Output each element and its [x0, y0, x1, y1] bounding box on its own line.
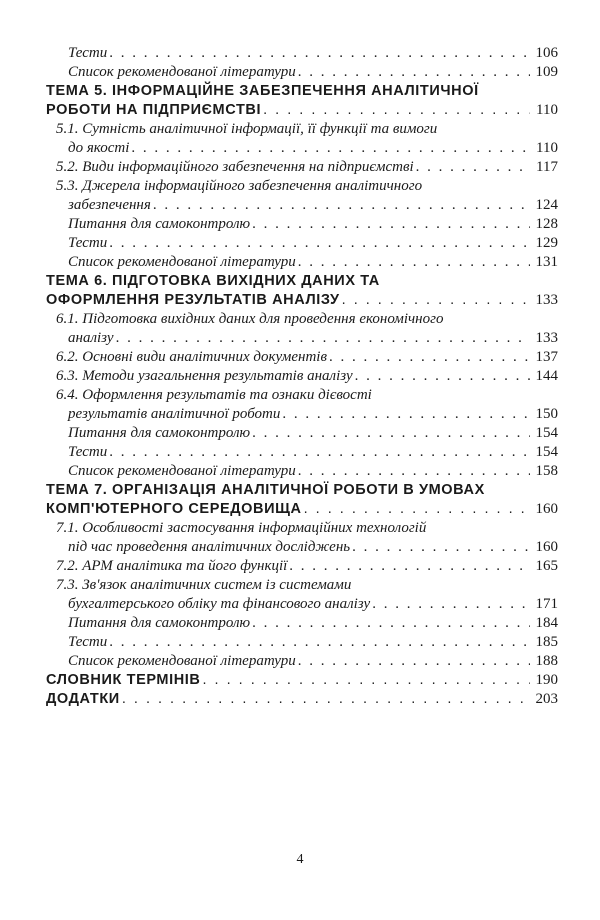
dot-leader — [252, 614, 530, 633]
toc-title: 6.1. Підготовка вихідних даних для проведення економічного — [56, 311, 444, 327]
toc-line — [46, 139, 558, 158]
toc-topic-line — [46, 481, 558, 500]
toc-page-number: 124 — [535, 197, 558, 213]
dot-leader — [329, 348, 530, 367]
toc-entry — [46, 462, 558, 481]
toc-page-number: 160 — [535, 539, 558, 555]
page-number: 4 — [296, 852, 304, 867]
toc-line — [46, 576, 558, 595]
dot-leader — [153, 196, 530, 215]
dot-leader — [263, 101, 530, 120]
toc-title: СЛОВНИК ТЕРМІНІВ — [46, 672, 201, 688]
toc-title: ТЕМА 7. ОРГАНІЗАЦІЯ АНАЛІТИЧНОЇ РОБОТИ В УМОВАХ — [46, 482, 485, 498]
toc-page-number: 133 — [535, 330, 558, 346]
toc-title: 5.1. Сутність аналітичної інформації, її функції та вимоги — [56, 121, 438, 137]
toc-page-number: 137 — [535, 349, 558, 365]
toc-entry — [46, 367, 558, 386]
toc-topic-line — [46, 291, 558, 310]
dot-leader — [352, 538, 530, 557]
toc-line — [46, 633, 558, 652]
toc-entry — [46, 386, 558, 424]
toc-title: 6.2. Основні види аналітичних документів — [56, 349, 327, 365]
toc-title: ОФОРМЛЕННЯ РЕЗУЛЬТАТІВ АНАЛІЗУ — [46, 292, 340, 308]
toc-title: 7.3. Зв'язок аналітичних систем із системами — [56, 577, 352, 593]
toc-page-number: 160 — [535, 501, 558, 517]
toc-title: Список рекомендованої літератури — [68, 254, 296, 270]
toc-entry — [46, 614, 558, 633]
toc-entry — [46, 671, 558, 690]
toc-page-number: 171 — [535, 596, 558, 612]
toc-entry — [46, 576, 558, 614]
toc-entry — [46, 424, 558, 443]
toc-entry — [46, 557, 558, 576]
toc-entry — [46, 82, 558, 120]
toc-entry — [46, 63, 558, 82]
dot-leader — [109, 234, 530, 253]
toc-page-number: 110 — [536, 140, 558, 156]
toc-line — [46, 443, 558, 462]
toc-page-number: 106 — [535, 45, 558, 61]
toc-title: 5.3. Джерела інформаційного забезпечення аналітичного — [56, 178, 423, 194]
toc-page-number: 190 — [535, 672, 558, 688]
toc-entry — [46, 253, 558, 272]
toc-line — [46, 215, 558, 234]
toc-title: 6.3. Методи узагальнення результатів аналізу — [56, 368, 353, 384]
toc-title: забезпечення — [68, 197, 151, 213]
toc-entry — [46, 633, 558, 652]
dot-leader — [355, 367, 530, 386]
toc-page-number: 165 — [535, 558, 558, 574]
toc-page-number: 117 — [536, 159, 558, 175]
toc-line — [46, 367, 558, 386]
toc-topic-line — [46, 82, 558, 101]
toc-line — [46, 538, 558, 557]
toc-entry — [46, 215, 558, 234]
toc-entry — [46, 690, 558, 709]
toc-entry — [46, 310, 558, 348]
toc-page-number: 154 — [535, 444, 558, 460]
dot-leader — [109, 44, 530, 63]
toc-entry — [46, 272, 558, 310]
toc-line — [46, 63, 558, 82]
dot-leader — [282, 405, 530, 424]
toc-entry — [46, 348, 558, 367]
toc-entry — [46, 44, 558, 63]
toc-entry — [46, 177, 558, 215]
dot-leader — [298, 462, 530, 481]
toc-title: бухгалтерського обліку та фінансового аналізу — [68, 596, 371, 612]
toc-title: ТЕМА 5. ІНФОРМАЦІЙНЕ ЗАБЕЗПЕЧЕННЯ АНАЛІТИЧНОЇ — [46, 83, 479, 99]
toc-entry — [46, 481, 558, 519]
dot-leader — [416, 158, 530, 177]
toc-title: ТЕМА 6. ПІДГОТОВКА ВИХІДНИХ ДАНИХ ТА — [46, 273, 380, 289]
toc-page-number: 110 — [536, 102, 558, 118]
toc-page-number: 144 — [535, 368, 558, 384]
toc-page-number: 184 — [535, 615, 558, 631]
toc-page-number: 150 — [535, 406, 558, 422]
dot-leader — [342, 291, 530, 310]
toc-title: Тести — [68, 634, 108, 650]
toc-line — [46, 196, 558, 215]
toc-line — [46, 44, 558, 63]
toc-page-number: 129 — [535, 235, 558, 251]
toc-page-number: 154 — [535, 425, 558, 441]
toc-line — [46, 120, 558, 139]
dot-leader — [252, 424, 530, 443]
toc-topic-line — [46, 101, 558, 120]
toc-entry — [46, 652, 558, 671]
toc-page-number: 109 — [535, 64, 558, 80]
toc-title: Тести — [68, 235, 108, 251]
toc-line — [46, 348, 558, 367]
toc-line — [46, 595, 558, 614]
toc-title: Питання для самоконтролю — [68, 425, 251, 441]
dot-leader — [131, 139, 530, 158]
toc-title: 7.1. Особливості застосування інформаційних технологій — [56, 520, 427, 536]
toc-topic-line — [46, 671, 558, 690]
toc-title: 6.4. Оформлення результатів та ознаки дієвості — [56, 387, 372, 403]
toc-title: результатів аналітичної роботи — [68, 406, 281, 422]
dot-leader — [298, 63, 530, 82]
dot-leader — [372, 595, 530, 614]
toc-entry — [46, 443, 558, 462]
dot-leader — [304, 500, 530, 519]
dot-leader — [122, 690, 530, 709]
toc-topic-line — [46, 500, 558, 519]
toc-page-number: 188 — [535, 653, 558, 669]
toc-title: Тести — [68, 45, 108, 61]
toc-line — [46, 614, 558, 633]
toc-page-number: 203 — [535, 691, 558, 707]
toc-title: Список рекомендованої літератури — [68, 653, 296, 669]
toc-line — [46, 253, 558, 272]
toc-topic-line — [46, 690, 558, 709]
toc-title: Список рекомендованої літератури — [68, 64, 296, 80]
toc-title: КОМП'ЮТЕРНОГО СЕРЕДОВИЩА — [46, 501, 302, 517]
toc-line — [46, 234, 558, 253]
toc-title: ДОДАТКИ — [46, 691, 120, 707]
toc-entry — [46, 234, 558, 253]
dot-leader — [116, 329, 530, 348]
toc-title: 5.2. Види інформаційного забезпечення на підприємстві — [56, 159, 414, 175]
toc-page-number: 133 — [535, 292, 558, 308]
toc-page-number: 158 — [535, 463, 558, 479]
toc-line — [46, 310, 558, 329]
toc-line — [46, 519, 558, 538]
toc-line — [46, 158, 558, 177]
dot-leader — [252, 215, 530, 234]
toc-entry — [46, 120, 558, 158]
table-of-contents — [46, 44, 558, 709]
toc-page-number: 131 — [535, 254, 558, 270]
dot-leader — [203, 671, 531, 690]
toc-title: Список рекомендованої літератури — [68, 463, 296, 479]
toc-title: аналізу — [68, 330, 114, 346]
toc-title: до якості — [68, 140, 130, 156]
toc-page-number: 185 — [535, 634, 558, 650]
toc-title: РОБОТИ НА ПІДПРИЄМСТВІ — [46, 102, 262, 118]
toc-entry — [46, 519, 558, 557]
toc-line — [46, 557, 558, 576]
toc-title: під час проведення аналітичних досліджень — [68, 539, 351, 555]
toc-topic-line — [46, 272, 558, 291]
dot-leader — [298, 253, 530, 272]
toc-title: Тести — [68, 444, 108, 460]
toc-title: 7.2. АРМ аналітика та його функції — [56, 558, 288, 574]
dot-leader — [289, 557, 530, 576]
toc-line — [46, 405, 558, 424]
toc-line — [46, 329, 558, 348]
toc-title: Питання для самоконтролю — [68, 216, 251, 232]
toc-line — [46, 462, 558, 481]
toc-line — [46, 386, 558, 405]
toc-line — [46, 177, 558, 196]
dot-leader — [298, 652, 530, 671]
toc-line — [46, 424, 558, 443]
toc-line — [46, 652, 558, 671]
dot-leader — [109, 633, 530, 652]
toc-title: Питання для самоконтролю — [68, 615, 251, 631]
toc-page-number: 128 — [535, 216, 558, 232]
toc-entry — [46, 158, 558, 177]
dot-leader — [109, 443, 530, 462]
